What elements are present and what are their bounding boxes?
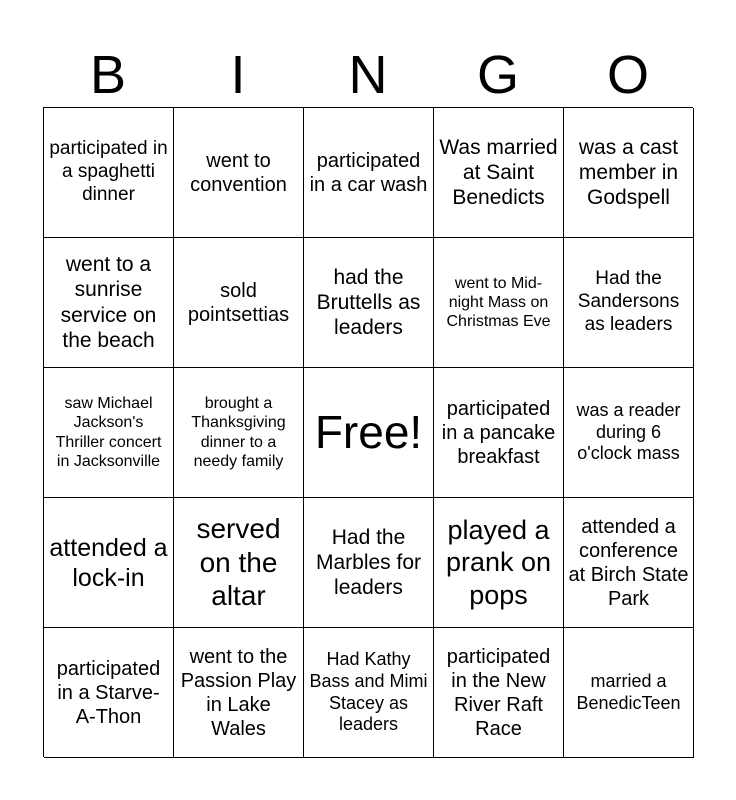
cell-text: went to convention	[190, 149, 287, 196]
cell-text: attended a conference at Birch State Park	[568, 515, 689, 610]
bingo-cell[interactable]	[434, 498, 564, 628]
cell-text: Had the Sandersons as leaders	[577, 268, 680, 335]
bingo-cell[interactable]	[434, 628, 564, 758]
bingo-cell[interactable]	[564, 108, 694, 238]
bingo-board	[43, 107, 693, 757]
bingo-cell[interactable]	[434, 108, 564, 238]
header-letter-o: O	[606, 45, 649, 105]
bingo-cell[interactable]	[564, 238, 694, 368]
cell-text: went to Mid-night Mass on Christmas Eve	[446, 274, 551, 331]
header-letter-i: I	[230, 45, 246, 105]
header-letter-g: G	[476, 45, 519, 105]
bingo-cell[interactable]	[304, 238, 434, 368]
bingo-cell[interactable]	[44, 238, 174, 368]
header-letter-b: B	[89, 45, 127, 105]
free-text: Free!	[314, 405, 423, 458]
cell-text: participated in the New River Raft Race	[446, 645, 551, 740]
cell-text: had the Bruttells as leaders	[316, 265, 421, 340]
cell-text: was a cast member in Godspell	[578, 135, 679, 210]
free-cell[interactable]	[304, 368, 434, 498]
cell-text: went to the Passion Play in Lake Wales	[180, 645, 297, 740]
cell-text: saw Michael Jackson's Thriller concert in Jacksonville	[55, 395, 162, 470]
bingo-cell[interactable]	[564, 628, 694, 758]
cell-text: married a BenedicTeen	[576, 670, 681, 713]
bingo-cell[interactable]	[174, 628, 304, 758]
cell-text: participated in a car wash	[309, 149, 428, 196]
header-letter-n: N	[348, 45, 388, 105]
cell-text: was a reader during 6 o'clock mass	[576, 400, 681, 464]
cell-text: Had the Marbles for leaders	[315, 525, 422, 600]
bingo-cell[interactable]	[564, 498, 694, 628]
bingo-cell[interactable]	[44, 628, 174, 758]
bingo-cell[interactable]	[44, 498, 174, 628]
bingo-cell[interactable]	[174, 498, 304, 628]
bingo-cell[interactable]	[44, 368, 174, 498]
cell-text: Was married at Saint Benedicts	[439, 135, 558, 210]
cell-text: participated in a pancake breakfast	[441, 397, 556, 468]
cell-text: participated in a Starve-A-Thon	[56, 657, 161, 728]
bingo-cell[interactable]	[174, 368, 304, 498]
bingo-cell[interactable]	[564, 368, 694, 498]
cell-text: Had Kathy Bass and Mimi Stacey as leaders	[309, 649, 428, 735]
bingo-cell[interactable]	[44, 108, 174, 238]
bingo-cell[interactable]	[434, 238, 564, 368]
bingo-cell[interactable]	[174, 238, 304, 368]
cell-text: participated in a spaghetti dinner	[49, 138, 168, 205]
bingo-cell[interactable]	[174, 108, 304, 238]
cell-text: served on the altar	[196, 513, 281, 612]
bingo-cell[interactable]	[434, 368, 564, 498]
bingo-cell[interactable]	[304, 498, 434, 628]
cell-text: sold pointsettias	[187, 279, 290, 326]
bingo-cell[interactable]	[304, 108, 434, 238]
bingo-cell[interactable]	[304, 628, 434, 758]
cell-text: played a prank on pops	[445, 514, 552, 610]
cell-text: brought a Thanksgiving dinner to a needy family	[191, 395, 286, 470]
cell-text: attended a lock-in	[49, 533, 168, 592]
bingo-header	[43, 44, 693, 106]
cell-text: went to a sunrise service on the beach	[60, 253, 157, 352]
